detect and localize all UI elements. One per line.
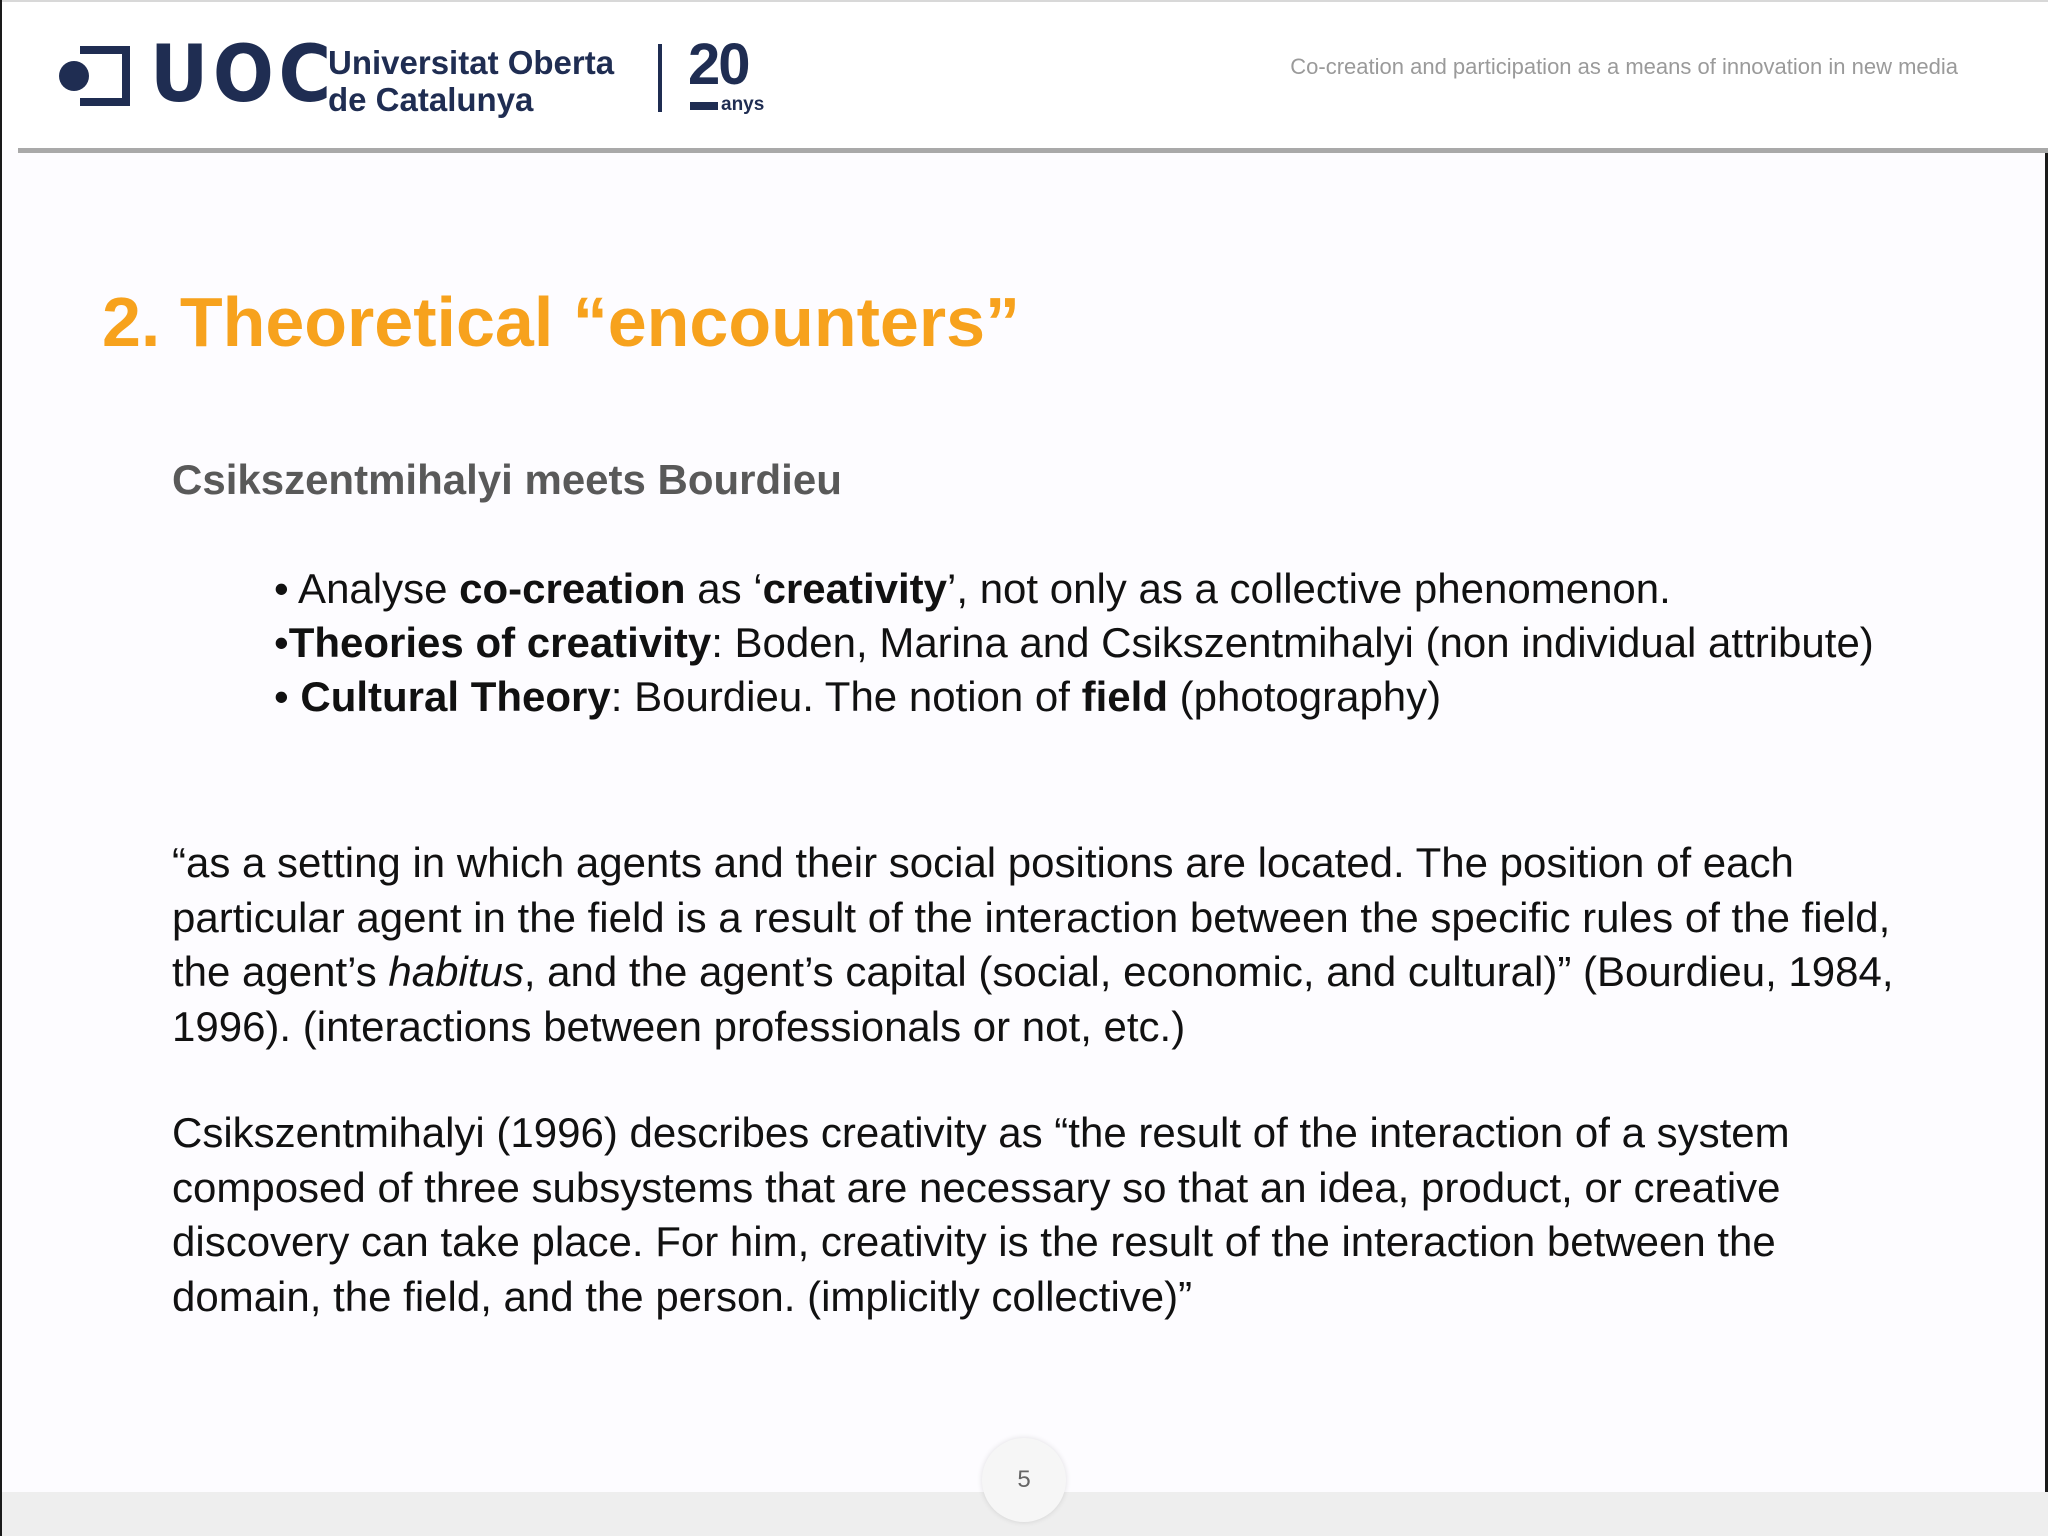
uoc-wordmark: UOC	[150, 30, 336, 120]
quote-text: “as a setting in which agents and their social positions are located. The position of each particular agent in the field is a result of the interaction between the specific rules of the field, the agent’s	[172, 839, 1891, 995]
anniversary-number: 20	[688, 32, 749, 97]
university-name-line1: Universitat Oberta	[328, 44, 615, 81]
csikszentmihalyi-paragraph: Csikszentmihalyi (1996) describes creativity as “the result of the interaction of a system composed of three subsystems that are necessary so that an idea, product, or creative discovery can take place. For him, creativity is the result of the interaction between the domain, the field, and the person. (implicitly collective)”	[172, 1109, 1790, 1320]
anniversary-bar	[690, 102, 718, 110]
bullet-item	[274, 562, 1914, 616]
bullet-item	[274, 616, 1914, 670]
bullet-text: ’, not only as a collective phenomenon.	[947, 565, 1671, 612]
bullet-text: (photography)	[1167, 673, 1442, 720]
slide-title: 2. Theoretical “encounters”	[102, 283, 1021, 361]
quote-text: , and the agent’s capital (social, economic, and cultural)” (Bourdieu, 1984, 1996). (interactions between professionals or not, etc.)	[172, 948, 1894, 1050]
bullet-text: : Bourdieu. The notion of	[610, 673, 1082, 720]
bullet-bold-text: co-creation	[459, 565, 686, 612]
presentation-title: Co-creation and participation as a means of innovation in new media	[1290, 54, 1958, 79]
bullet-bold-text: Cultural Theory	[300, 673, 611, 720]
bullet-text: •	[274, 673, 301, 720]
header-divider	[18, 148, 2048, 153]
uoc-logo-mark-icon	[58, 46, 130, 106]
bullet-bold-text: creativity	[762, 565, 948, 612]
bullet-text: as ‘	[685, 565, 763, 612]
bourdieu-quote	[172, 836, 1932, 1054]
bullet-bold-text: Theories of creativity	[288, 619, 712, 666]
top-edge	[2, 0, 2048, 2]
page-number[interactable]: 5	[982, 1438, 1066, 1522]
anniversary-word: anys	[721, 94, 765, 115]
logo-separator	[658, 44, 662, 112]
bullet-text: • Analyse	[274, 565, 460, 612]
slide-header	[2, 0, 2048, 150]
bullet-bold-text: field	[1081, 673, 1168, 720]
bullet-text: •	[274, 619, 289, 666]
bullet-item	[274, 670, 1914, 724]
quote-italic-text: habitus	[388, 948, 524, 995]
university-name	[328, 44, 614, 118]
bullet-list	[274, 562, 1914, 724]
slide-subtitle: Csikszentmihalyi meets Bourdieu	[172, 456, 842, 503]
bullet-text: : Boden, Marina and Csikszentmihalyi (non individual attribute)	[711, 619, 1874, 666]
university-name-line2: de Catalunya	[328, 81, 534, 118]
